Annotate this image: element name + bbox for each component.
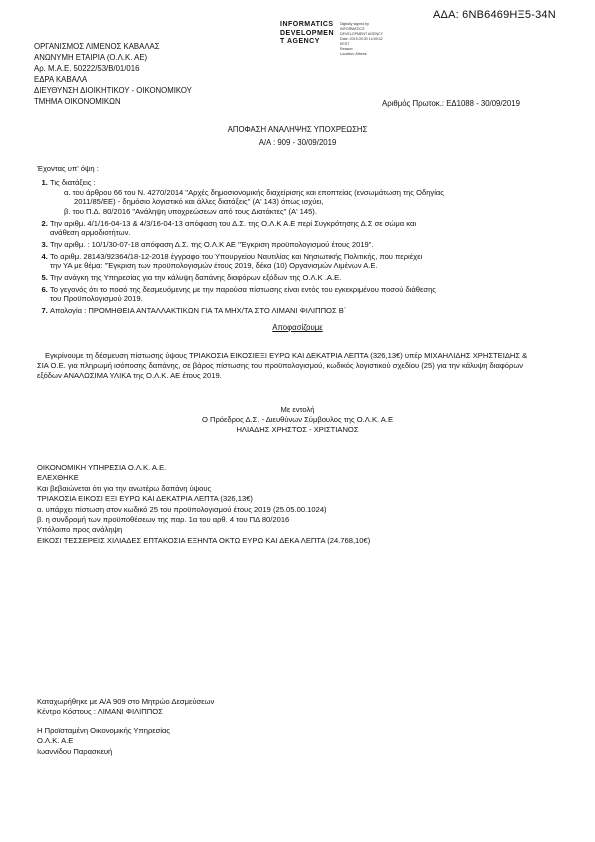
org-seat: ΕΔΡΑ ΚΑΒΑΛΑ xyxy=(34,75,88,84)
signature-info-line: Location: Athens xyxy=(340,52,367,56)
finance-verification xyxy=(37,463,370,546)
consideration-text: Την αριθμ. : 10/1/30-07-18 απόφαση Δ.Σ. της Ο.Λ.Κ ΑΕ "Έγκριση προϋπολογισμού έτους 2019". xyxy=(50,239,374,249)
consideration-text: Την αριθμ. 4/1/16-04-13 & 4/3/16-04-13 απόφαση του Δ.Σ. της Ο.Λ.Κ Α.Ε περί Συγκρότησης Δ.Σ σε σώμα και xyxy=(50,218,417,228)
signatory-title: Ο Πρόεδρος Δ.Σ. - Διευθύνων Σύμβουλος της Ο.Λ.Κ. Α.Ε xyxy=(201,415,394,424)
consideration-text: Τις διατάξεις : xyxy=(50,178,96,187)
consideration-item xyxy=(50,240,550,250)
finance-line: β. η συνδρομή των προϋποθέσεων της παρ. 1α του αρθ. 4 του ΠΔ 80/2016 xyxy=(37,515,290,525)
signatory-name: ΗΛΙΑΔΗΣ ΧΡΗΣΤΟΣ - ΧΡΙΣΤΙΑΝΟΣ xyxy=(236,425,359,434)
consideration-item xyxy=(50,219,550,238)
signature-info-line: INFORMATICS xyxy=(340,27,365,31)
signer-title: Η Προϊσταμένη Οικονομικής Υπηρεσίας xyxy=(37,726,171,735)
ada-code: ΑΔΑ: 6ΝΒ6469ΗΞ5-34Ν xyxy=(433,9,556,21)
signature-info-line: Date: 2019.09.30 14:59:42 xyxy=(340,37,383,41)
consideration-item xyxy=(50,306,550,316)
consideration-subitem: α. του άρθρου 66 του Ν. 4270/2014 "Αρχές δημοσιονομικής διαχείρισης και εποπτείας (ενσωμάτωση της Οδηγίας xyxy=(64,187,444,197)
consideration-text: Την ανάγκη της Υπηρεσίας για την κάλυψη δαπάνης διαφόρων εξόδων της Ο.Λ.Κ .Α.Ε. xyxy=(50,273,342,283)
order-block xyxy=(0,405,595,435)
remaining-label: Υπόλοιπο προς ανάληψη xyxy=(37,525,123,535)
signature-info-line: EEST xyxy=(340,42,350,46)
decision-heading: Αποφασίζουμε xyxy=(272,323,323,332)
remaining-amount: ΕΙΚΟΣΙ ΤΕΣΣΕΡΕΙΣ ΧΙΛΙΑΔΕΣ ΕΠΤΑΚΟΣΙΑ ΕΞΗΝΤΑ ΟΚΤΩ ΕΥΡΩ ΚΑΙ ΔΕΚΑ ΛΕΠΤΑ (24.768,10€) xyxy=(37,535,371,545)
signer-org: Ο.Λ.Κ. Α.Ε xyxy=(37,736,74,746)
consideration-text-cont: την ΥΑ με θέμα: "Έγκριση των προϋπολογισμών έτους 2019, δέκα (10) Οργανισμών Λιμένων Α.Ε. xyxy=(50,261,378,271)
consideration-text: Το αριθμ. 28143/92364/18-12-2018 έγγραφο του Υπουργείου Ναυτιλίας και Νησιωτικής Πολιτικής, που περιέχει xyxy=(50,251,423,261)
document-title: ΑΠΟΦΑΣΗ ΑΝΑΛΗΨΗΣ ΥΠΟΧΡΕΩΣΗΣ xyxy=(227,125,368,134)
consideration-text: Απολογία : ΠΡΟΜΗΘΕΙΑ ΑΝΤΑΛΛΑΚΤΙΚΩΝ ΓΙΑ ΤΑ ΜΗΧ/ΤΑ ΣΤΟ ΛΙΜΑΝΙ ΦΙΛΙΠΠΟΣ Β΄ xyxy=(50,306,347,316)
signature-block xyxy=(37,726,170,757)
logo-line: DEVELOPMEN xyxy=(280,29,335,37)
consideration-item xyxy=(50,178,550,216)
registry-line: Καταχωρήθηκε με Α/Α 909 στο Μητρώο Δεσμεύσεων xyxy=(37,697,215,706)
registry-footer xyxy=(37,697,214,717)
org-directorate: ΔΙΕΥΘΥΝΣΗ ΔΙΟΙΚΗΤΙΚΟΥ - ΟΙΚΟΝΟΜΙΚΟΥ xyxy=(34,86,192,95)
consideration-subitem-cont: 2011/85/ΕΕ) - δημόσιο λογιστικό και άλλες διατάξεις" (Α' 143) όπως ισχύει, xyxy=(74,197,324,207)
signer-name: Ιωαννίδου Παρασκευή xyxy=(37,746,113,756)
organization-header xyxy=(34,41,192,107)
signature-info-line: DEVELOPMENT AGENCY xyxy=(340,32,384,36)
consideration-text: Το γεγονός ότι το ποσό της δεσμευόμενης με την παρούσα πίστωσης είναι εντός του εγκεκριμένου ποσού διάθεσης xyxy=(50,284,436,294)
org-registry-number: Αρ. Μ.Α.Ε. 50222/53/Β/01/016 xyxy=(34,64,140,73)
amount-words: ΤΡΙΑΚΟΣΙΑ ΕΙΚΟΣΙ ΕΞΙ ΕΥΡΩ ΚΑΙ ΔΕΚΑΤΡΙΑ ΛΕΠΤΑ (326,13€) xyxy=(37,494,253,504)
consideration-subitem: β. του Π.Δ. 80/2016 "Ανάληψη υποχρεώσεων από τους Διατάκτες" (Α' 145). xyxy=(64,206,317,216)
order-line: Με εντολή xyxy=(280,405,315,414)
signature-info-line: Digitally signed by xyxy=(340,22,369,26)
logo-line: INFORMATICS xyxy=(280,21,334,28)
consideration-item xyxy=(50,273,550,283)
signature-info-line: Reason: xyxy=(340,47,354,51)
finance-line: Και βεβαιώνεται ότι για την ανωτέρω δαπάνη ύψους xyxy=(37,483,212,493)
finance-service: ΟΙΚΟΝΟΜΙΚΗ ΥΠΗΡΕΣΙΑ Ο.Λ.Κ. Α.Ε. xyxy=(37,463,167,472)
signature-logo xyxy=(280,21,334,47)
consideration-text-cont: ανάθεση αρμοδιοτήτων. xyxy=(50,228,131,238)
considering-heading: Έχοντας υπ' όψη : xyxy=(37,164,99,173)
consideration-item xyxy=(50,252,550,271)
considerations-list xyxy=(36,178,550,318)
decision-number: Α/Α : 909 - 30/09/2019 xyxy=(258,138,337,147)
consideration-text-cont: του Προϋπολογισμού 2019. xyxy=(50,294,143,304)
consideration-item xyxy=(50,285,550,304)
org-legal-form: ΑΝΩΝΥΜΗ ΕΤΑΙΡΙΑ (Ο.Λ.Κ. ΑΕ) xyxy=(34,53,148,62)
finance-line: α. υπάρχει πίστωση στον κωδικό 25 του προϋπολογισμού έτους 2019 (25.05.00.1024) xyxy=(37,504,327,514)
protocol-number: Αριθμός Πρωτοκ.: ΕΔ1088 - 30/09/2019 xyxy=(382,99,520,108)
cost-center: Κέντρο Κόστους : ΛΙΜΑΝΙ ΦΙΛΙΠΠΟΣ xyxy=(37,707,163,716)
decision-body: Εγκρίνουμε τη δέσμευση πίστωσης ύψους ΤΡΙΑΚΟΣΙΑ ΕΙΚΟΣΙΕΞΙ ΕΥΡΩ ΚΑΙ ΔΕΚΑΤΡΙΑ ΛΕΠΤΑ (326,13€) υπέρ ΜΙΧΑΗΛΙΔΗΣ ΧΡΗΣΤΕΙΔΗΣ & ΣΙΑ Ο.Ε. για πληρωμή ισόποσης δαπάνης, σε βάρος πίστωσης του προϋπολογισμού, κωδικός λογιστικού σχεδίου (25) για την κάλυψη διαφόρων εξόδων ΑΝΑΛΩΣΙΜΑ ΥΛΙΚΑ της Ο.Λ.Κ. ΑΕ έτους 2019. xyxy=(37,351,528,381)
checked-label: ΕΛΕΧΘΗΚΕ xyxy=(37,473,79,483)
org-name: ΟΡΓΑΝΙΣΜΟΣ ΛΙΜΕΝΟΣ ΚΑΒΑΛΑΣ xyxy=(34,42,160,51)
logo-line: T AGENCY xyxy=(280,38,320,46)
digital-signature-info xyxy=(340,22,383,57)
org-department: ΤΜΗΜΑ ΟΙΚΟΝΟΜΙΚΩΝ xyxy=(34,97,121,106)
